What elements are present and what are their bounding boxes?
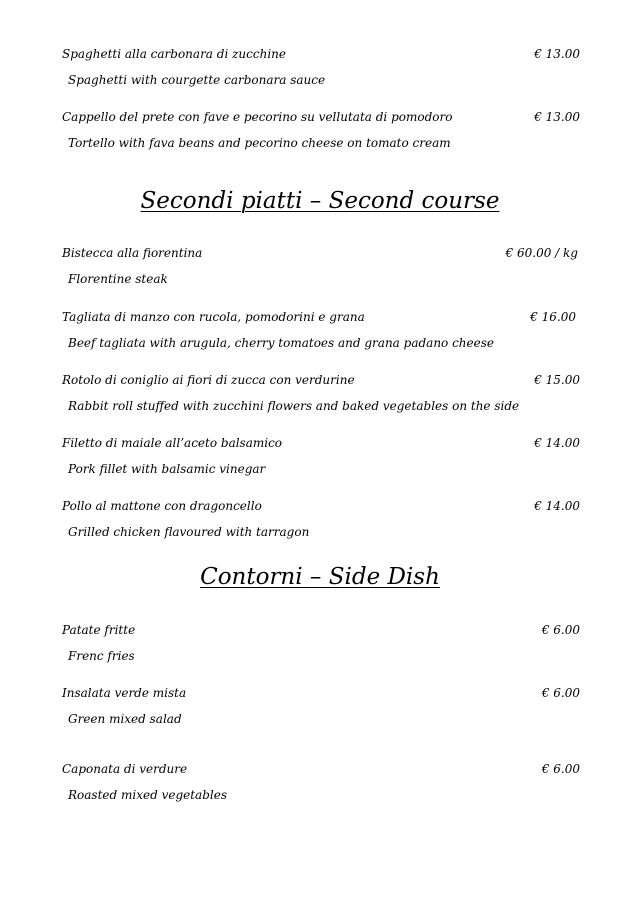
dish-description: Spaghetti with courgette carbonara sauce bbox=[68, 73, 326, 87]
dish-name: Spaghetti alla carbonara di zucchine bbox=[62, 47, 286, 61]
menu-item-bistecca bbox=[62, 245, 582, 287]
dish-price: € 15.00 bbox=[534, 373, 580, 387]
dish-name: Patate fritte bbox=[62, 623, 136, 637]
menu-item-cappello-del-prete bbox=[62, 109, 582, 151]
menu-item-filetto-maiale bbox=[62, 435, 582, 477]
dish-name: Insalata verde mista bbox=[62, 686, 187, 700]
dish-name: Tagliata di manzo con rucola, pomodorini e grana bbox=[62, 310, 365, 324]
dish-price: € 6.00 bbox=[541, 686, 580, 700]
dish-price: € 60.00 / kg bbox=[505, 246, 578, 260]
section-title-secondi: Secondi piatti – Second course bbox=[140, 188, 500, 214]
dish-name: Bistecca alla fiorentina bbox=[62, 246, 203, 260]
dish-name: Caponata di verdure bbox=[62, 762, 188, 776]
dish-description: Beef tagliata with arugula, cherry tomatoes and grana padano cheese bbox=[68, 336, 494, 350]
section-title-contorni: Contorni – Side Dish bbox=[200, 564, 440, 590]
dish-description: Green mixed salad bbox=[68, 712, 182, 726]
dish-price: € 13.00 bbox=[534, 47, 580, 61]
menu-item-pollo-mattone bbox=[62, 498, 582, 540]
dish-price: € 16.00 bbox=[530, 310, 576, 324]
dish-price: € 13.00 bbox=[534, 110, 580, 124]
menu-item-spaghetti-carbonara bbox=[62, 46, 582, 88]
dish-name: Cappello del prete con fave e pecorino su vellutata di pomodoro bbox=[62, 110, 453, 124]
dish-description: Grilled chicken flavoured with tarragon bbox=[68, 525, 310, 539]
dish-price: € 14.00 bbox=[534, 436, 580, 450]
dish-name: Pollo al mattone con dragoncello bbox=[62, 499, 262, 513]
dish-description: Pork fillet with balsamic vinegar bbox=[68, 462, 266, 476]
dish-price: € 6.00 bbox=[541, 762, 580, 776]
dish-description: Tortello with fava beans and pecorino cheese on tomato cream bbox=[68, 136, 451, 150]
dish-description: Frenc fries bbox=[68, 649, 135, 663]
dish-price: € 14.00 bbox=[534, 499, 580, 513]
dish-name: Rotolo di coniglio ai fiori di zucca con verdurine bbox=[62, 373, 355, 387]
dish-price: € 6.00 bbox=[541, 623, 580, 637]
dish-description: Florentine steak bbox=[68, 272, 168, 286]
menu-item-tagliata bbox=[62, 309, 582, 351]
dish-description: Roasted mixed vegetables bbox=[68, 788, 227, 802]
menu-item-caponata bbox=[62, 761, 582, 803]
menu-item-rotolo-coniglio bbox=[62, 372, 582, 414]
menu-item-patate-fritte bbox=[62, 622, 582, 664]
dish-name: Filetto di maiale all’aceto balsamico bbox=[62, 436, 283, 450]
dish-description: Rabbit roll stuffed with zucchini flowers and baked vegetables on the side bbox=[68, 399, 520, 413]
menu-item-insalata-verde bbox=[62, 685, 582, 727]
